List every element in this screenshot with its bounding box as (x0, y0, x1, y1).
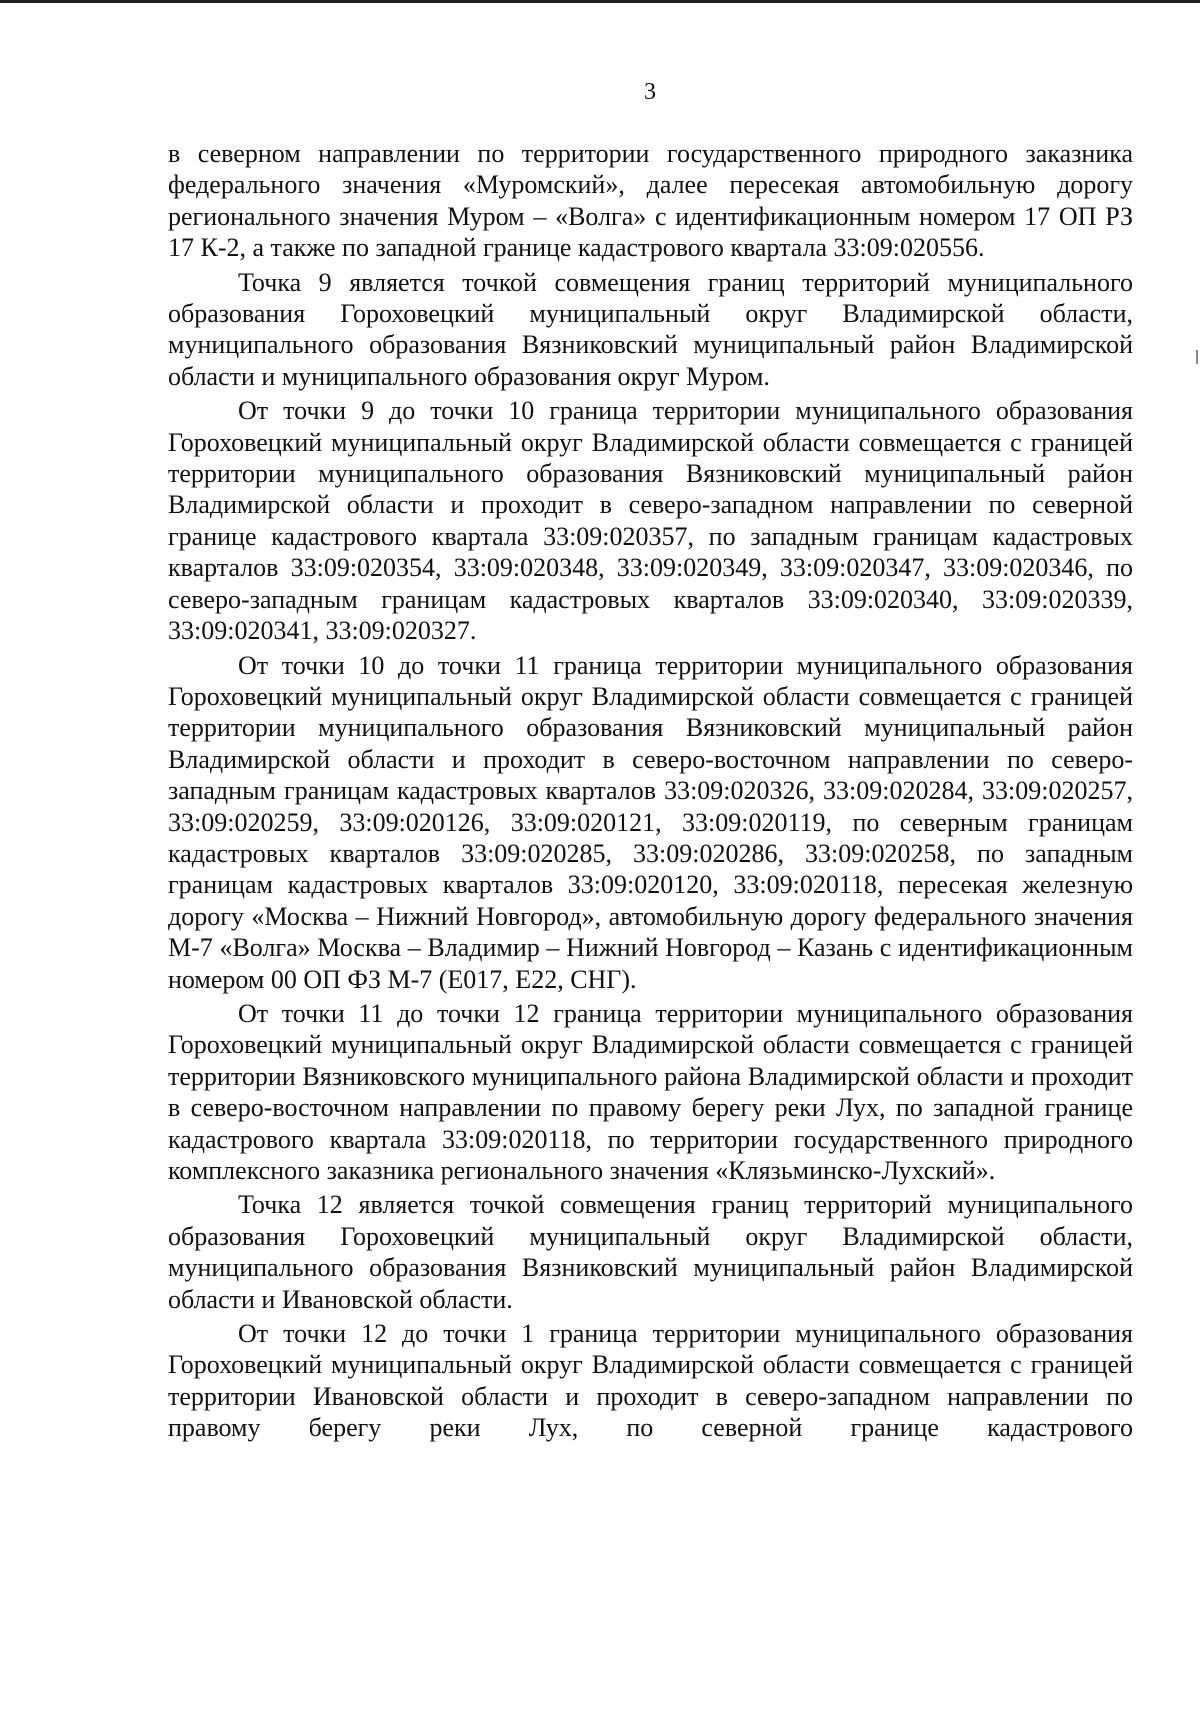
document-body (168, 138, 1133, 1447)
paragraph-continuation: в северном направлении по территории государственного природного заказника федерального значения «Муромский», далее пересекая автомобильную дорогу регионального значения Муром – «Волга» с идентификационным номером 17 ОП РЗ 17 К-2, а также по западной границе кадастрового квартала 33:09:020556. (168, 139, 1133, 263)
page-number: 3 (644, 79, 656, 105)
paragraph-point-12-to-1: От точки 12 до точки 1 граница территории муниципального образования Гороховецкий муниципальный округ Владимирской области совмещается с границей территории Ивановской области и проходит в северо-западном направлении по правому берегу реки Лух, по северной границе кадастрового (168, 1319, 1133, 1443)
top-border-line (0, 0, 1200, 3)
paragraph-point-11-to-12: От точки 11 до точки 12 граница территории муниципального образования Гороховецкий муниципальный округ Владимирской области совмещается с границей территории Вязниковского муниципального района Владимирской области и проходит в северо-восточном направлении по правому берегу реки Лух, по западной границе кадастрового квартала 33:09:020118, по территории государственного природного комплексного заказника регионального значения «Клязьминско-Лухский». (168, 998, 1133, 1185)
paragraph-point-12: Точка 12 является точкой совмещения границ территорий муниципального образования Гороховецкий муниципальный округ Владимирской области, муниципального образования Вязниковский муниципальный район Владимирской области и Ивановской области. (168, 1190, 1133, 1314)
paragraph-point-10-to-11: От точки 10 до точки 11 граница территории муниципального образования Гороховецкий муниципальный округ Владимирской области совмещается с границей территории муниципального образования Вязниковский муниципальный район Владимирской области и проходит в северо-восточном направлении по северо-западным границам кадастровых кварталов 33:09:020326, 33:09:020284, 33:09:020257, 33:09:020259, 33:09:020126, 33:09:020121, 33:09:020119, по северным границам кадастровых кварталов 33:09:020285, 33:09:020286, 33:09:020258, по западным границам кадастровых кварталов 33:09:020120, 33:09:020118, пересекая железную дорогу «Москва – Нижний Новгород», автомобильную дорогу федерального значения М-7 «Волга» Москва – Владимир – Нижний Новгород – Казань с идентификационным номером 00 ОП ФЗ М-7 (Е017, Е22, СНГ). (168, 650, 1133, 994)
scan-edge-mark (1196, 350, 1198, 364)
paragraph-point-9: Точка 9 является точкой совмещения границ территорий муниципального образования Гороховецкий муниципальный округ Владимирской области, муниципального образования Вязниковский муниципальный район Владимирской области и муниципального образования округ Муром. (168, 267, 1133, 391)
paragraph-point-9-to-10: От точки 9 до точки 10 граница территории муниципального образования Гороховецкий муниципальный округ Владимирской области совмещается с границей территории муниципального образования Вязниковский муниципальный район Владимирской области и проходит в северо-западном направлении по северной границе кадастрового квартала 33:09:020357, по западным границам кадастровых кварталов 33:09:020354, 33:09:020348, 33:09:020349, 33:09:020347, 33:09:020346, по северо-западным границам кадастровых кварталов 33:09:020340, 33:09:020339, 33:09:020341, 33:09:020327. (168, 396, 1133, 646)
